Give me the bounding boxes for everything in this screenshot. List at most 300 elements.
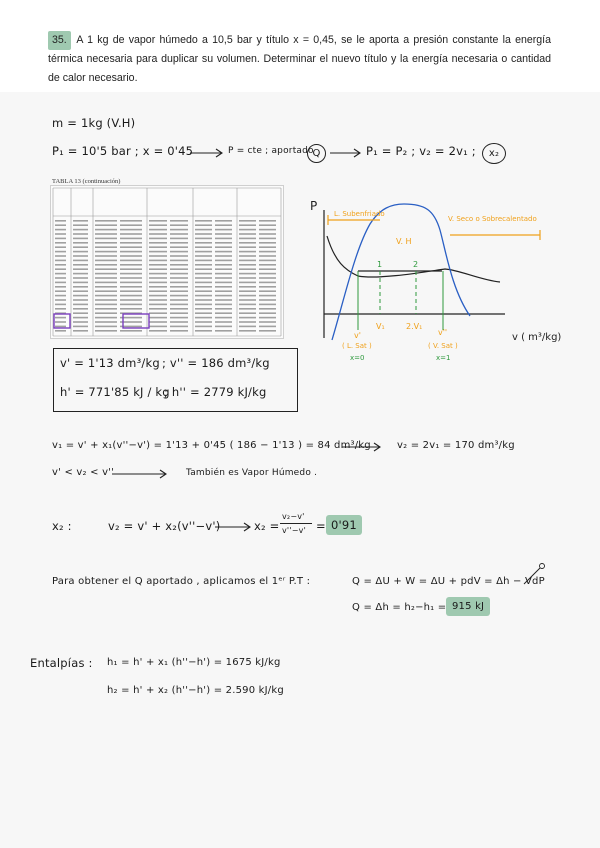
table-cell-text xyxy=(55,242,66,244)
table-cell-text xyxy=(95,260,117,262)
point2-label: 2 xyxy=(413,260,419,269)
state2-line: P₁ = P₂ ; v₂ = 2v₁ ; xyxy=(366,144,476,158)
table-cell-text xyxy=(215,282,232,284)
table-cell-text xyxy=(95,282,117,284)
table-cell-text xyxy=(120,255,142,257)
table-cell-text xyxy=(215,260,232,262)
table-cell-text xyxy=(73,273,88,275)
table-cell-text xyxy=(170,220,188,222)
table-cell-text xyxy=(73,238,88,240)
h1-calculation: h₁ = h' + x₁ (h''−h') = 1675 kJ/kg xyxy=(107,657,281,668)
table-cell-text xyxy=(239,304,256,306)
table-cell-text xyxy=(215,251,232,253)
table-cell-text xyxy=(239,312,256,314)
table-cell-text xyxy=(55,330,66,332)
table-cell-text xyxy=(95,295,117,297)
table-cell-text xyxy=(259,317,276,319)
table-cell-text xyxy=(239,317,256,319)
table-cell-text xyxy=(55,268,66,270)
table-cell-text xyxy=(259,277,276,279)
table-cell-text xyxy=(215,264,232,266)
table-cell-text xyxy=(239,286,256,288)
table-cell-text xyxy=(239,229,256,231)
x2-heading: x₂ : xyxy=(52,519,72,533)
table-cell-text xyxy=(215,229,232,231)
table-cell-text xyxy=(170,233,188,235)
table-cell-text xyxy=(149,290,167,292)
table-cell-text xyxy=(149,312,167,314)
v-prime-label: v' xyxy=(354,331,361,340)
table-cell-text xyxy=(195,326,212,328)
table-cell-text xyxy=(195,299,212,301)
table-cell-text xyxy=(195,290,212,292)
table-cell-text xyxy=(259,229,276,231)
table-cell-text xyxy=(259,330,276,332)
pv-diagram xyxy=(300,190,590,380)
table-cell-text xyxy=(259,290,276,292)
table-cell-text xyxy=(195,238,212,240)
table-cell-text xyxy=(239,299,256,301)
table-cell-text xyxy=(215,321,232,323)
v1-label: V₁ xyxy=(376,322,385,331)
table-cell-text xyxy=(55,238,66,240)
table-cell-text xyxy=(149,255,167,257)
table-cell-text xyxy=(259,295,276,297)
table-cell-text xyxy=(120,251,142,253)
table-cell-text xyxy=(95,242,117,244)
table-cell-text xyxy=(120,286,142,288)
table-cell-text xyxy=(149,229,167,231)
table-cell-text xyxy=(259,326,276,328)
table-cell-text xyxy=(195,282,212,284)
table-cell-text xyxy=(239,238,256,240)
table-cell-text xyxy=(120,242,142,244)
table-cell-text xyxy=(149,308,167,310)
table-cell-text xyxy=(95,268,117,270)
table-cell-text xyxy=(239,290,256,292)
table-cell-text xyxy=(73,286,88,288)
enthalpies-label: Entalpías : xyxy=(30,656,93,670)
table-cell-text xyxy=(239,273,256,275)
table-cell-text xyxy=(170,282,188,284)
table-cell-text xyxy=(55,273,66,275)
table-cell-text xyxy=(215,273,232,275)
table-cell-text xyxy=(170,260,188,262)
table-cell-text xyxy=(55,286,66,288)
table-cell-text xyxy=(259,273,276,275)
v-double-prime-value: ; v'' = 186 dm³/kg xyxy=(162,356,270,370)
table-cell-text xyxy=(120,273,142,275)
superheated-label: V. Seco o Sobrecalentado xyxy=(448,215,537,223)
table-cell-text xyxy=(239,277,256,279)
table-cell-text xyxy=(195,295,212,297)
table-cell-text xyxy=(259,304,276,306)
table-cell-text xyxy=(259,299,276,301)
table-cell-text xyxy=(195,308,212,310)
table-cell-text xyxy=(215,255,232,257)
table-cell-text xyxy=(95,317,117,319)
table-cell-text xyxy=(259,255,276,257)
table-cell-text xyxy=(259,220,276,222)
table-cell-text xyxy=(215,304,232,306)
table-cell-text xyxy=(95,286,117,288)
table-cell-text xyxy=(195,255,212,257)
table-cell-text xyxy=(95,330,117,332)
state1-line: P₁ = 10'5 bar ; x = 0'45 xyxy=(52,144,194,158)
table-cell-text xyxy=(149,260,167,262)
table-cell-text xyxy=(55,282,66,284)
table-cell-text xyxy=(73,330,88,332)
table-cell-text xyxy=(55,321,66,323)
table-cell-text xyxy=(239,268,256,270)
table-cell-text xyxy=(55,299,66,301)
table-cell-text xyxy=(73,308,88,310)
x1-label: x=1 xyxy=(436,354,451,362)
table-cell-text xyxy=(95,299,117,301)
table-cell-text xyxy=(195,220,212,222)
table-cell-text xyxy=(55,264,66,266)
x2-lhs: x₂ = xyxy=(254,519,280,533)
steam-table-image xyxy=(50,185,284,339)
table-cell-text xyxy=(149,326,167,328)
table-cell-text xyxy=(95,238,117,240)
table-cell-text xyxy=(259,238,276,240)
table-cell-text xyxy=(149,295,167,297)
table-cell-text xyxy=(120,229,142,231)
table-cell-text xyxy=(170,304,188,306)
table-cell-text xyxy=(95,246,117,248)
table-cell-text xyxy=(55,317,66,319)
table-cell-text xyxy=(55,251,66,253)
table-cell-text xyxy=(120,246,142,248)
table-cell-text xyxy=(215,299,232,301)
table-cell-text xyxy=(149,304,167,306)
table-cell-text xyxy=(259,286,276,288)
x0-label: x=0 xyxy=(350,354,365,362)
table-cell-text xyxy=(120,224,142,226)
table-cell-text xyxy=(195,312,212,314)
table-cell-text xyxy=(170,295,188,297)
table-cell-text xyxy=(170,299,188,301)
table-cell-text xyxy=(95,220,117,222)
table-cell-text xyxy=(215,308,232,310)
table-cell-text xyxy=(73,220,88,222)
table-cell-text xyxy=(73,312,88,314)
isotherm-curve xyxy=(327,236,500,282)
table-cell-text xyxy=(239,246,256,248)
table-cell-text xyxy=(149,224,167,226)
table-cell-text xyxy=(195,304,212,306)
table-cell-text xyxy=(239,224,256,226)
table-cell-text xyxy=(95,224,117,226)
table-cell-text xyxy=(259,308,276,310)
table-cell-text xyxy=(73,304,88,306)
table-cell-text xyxy=(73,277,88,279)
table-cell-text xyxy=(170,277,188,279)
h-double-prime-value: ; h'' = 2779 kJ/kg xyxy=(164,385,267,399)
v2-label: 2.V₁ xyxy=(406,322,423,331)
table-cell-text xyxy=(195,242,212,244)
table-cell-text xyxy=(239,295,256,297)
table-cell-text xyxy=(259,282,276,284)
table-cell-text xyxy=(149,238,167,240)
table-cell-text xyxy=(195,321,212,323)
table-cell-text xyxy=(95,312,117,314)
table-cell-text xyxy=(215,326,232,328)
table-cell-text xyxy=(73,255,88,257)
table-cell-text xyxy=(170,238,188,240)
table-cell-text xyxy=(55,229,66,231)
table-cell-text xyxy=(170,321,188,323)
table-cell-text xyxy=(239,260,256,262)
table-cell-text xyxy=(170,326,188,328)
table-cell-text xyxy=(170,273,188,275)
table-cell-text xyxy=(239,330,256,332)
table-cell-text xyxy=(73,233,88,235)
table-cell-text xyxy=(55,220,66,222)
table-cell-text xyxy=(55,224,66,226)
table-cell-text xyxy=(55,277,66,279)
table-cell-text xyxy=(73,290,88,292)
table-cell-text xyxy=(195,317,212,319)
table-cell-text xyxy=(215,330,232,332)
table-cell-text xyxy=(259,224,276,226)
table-cell-text xyxy=(120,233,142,235)
table-cell-text xyxy=(215,277,232,279)
vdp-strike xyxy=(520,560,550,590)
table-cell-text xyxy=(170,229,188,231)
table-cell-text xyxy=(195,264,212,266)
table-cell-text xyxy=(215,242,232,244)
table-cell-text xyxy=(170,246,188,248)
table-cell-text xyxy=(215,233,232,235)
table-cell-text xyxy=(149,282,167,284)
table-cell-text xyxy=(95,277,117,279)
table-cell-text xyxy=(170,224,188,226)
table-cell-text xyxy=(195,330,212,332)
table-cell-text xyxy=(195,260,212,262)
table-cell-text xyxy=(170,286,188,288)
table-cell-text xyxy=(120,308,142,310)
v-axis-label: v ( m³/kg) xyxy=(512,332,562,343)
table-cell-text xyxy=(259,264,276,266)
q-result: 915 kJ xyxy=(446,597,490,616)
table-cell-text xyxy=(170,255,188,257)
table-cell-text xyxy=(239,282,256,284)
table-cell-text xyxy=(215,312,232,314)
table-cell-text xyxy=(149,220,167,222)
table-cell-text xyxy=(73,264,88,266)
wet-vapor-note: También es Vapor Húmedo . xyxy=(186,468,318,478)
table-cell-text xyxy=(170,251,188,253)
table-cell-text xyxy=(259,268,276,270)
table-cell-text xyxy=(95,233,117,235)
table-cell-text xyxy=(195,246,212,248)
table-cell-text xyxy=(170,312,188,314)
table-cell-text xyxy=(120,277,142,279)
v-double-prime-label: v'' xyxy=(438,328,448,337)
table-cell-text xyxy=(55,308,66,310)
table-cell-text xyxy=(149,299,167,301)
table-cell-text xyxy=(215,268,232,270)
table-cell-text xyxy=(120,290,142,292)
table-cell-text xyxy=(195,229,212,231)
sat-vapor-label: ( V. Sat ) xyxy=(428,342,458,350)
x2-fraction-numerator: v₂−v' xyxy=(282,512,305,521)
table-cell-text xyxy=(55,326,66,328)
table-cell-text xyxy=(149,277,167,279)
table-cell-text xyxy=(95,326,117,328)
table-cell-text xyxy=(73,260,88,262)
v2-calculation: v₂ = 2v₁ = 170 dm³/kg xyxy=(397,440,515,451)
table-cell-text xyxy=(120,282,142,284)
table-cell-text xyxy=(73,326,88,328)
table-cell-text xyxy=(149,321,167,323)
table-cell-text xyxy=(95,255,117,257)
table-cell-text xyxy=(55,260,66,262)
table-cell-text xyxy=(239,308,256,310)
table-cell-text xyxy=(215,295,232,297)
table-cell-text xyxy=(239,220,256,222)
table-cell-text xyxy=(120,295,142,297)
mass-line: m = 1kg (V.H) xyxy=(52,116,136,130)
table-cell-text xyxy=(73,246,88,248)
table-cell-text xyxy=(259,233,276,235)
table-cell-text xyxy=(170,242,188,244)
process-label: P = cte ; aportado xyxy=(228,146,314,156)
table-cell-text xyxy=(73,295,88,297)
steam-table-grid xyxy=(51,186,283,338)
table-cell-text xyxy=(95,229,117,231)
table-cell-text xyxy=(120,238,142,240)
table-cell-text xyxy=(149,251,167,253)
table-cell-text xyxy=(120,330,142,332)
table-cell-text xyxy=(239,242,256,244)
subcooled-label: L. Subenfriado xyxy=(334,210,385,218)
saturation-dome xyxy=(332,204,470,340)
h-prime-value: h' = 771'85 kJ / kg xyxy=(60,385,170,399)
table-cell-text xyxy=(55,255,66,257)
x2-result: 0'91 xyxy=(326,515,362,535)
table-cell-text xyxy=(55,246,66,248)
table-cell-text xyxy=(195,233,212,235)
table-cell-text xyxy=(95,273,117,275)
table-cell-text xyxy=(215,224,232,226)
table-cell-text xyxy=(215,317,232,319)
table-cell-text xyxy=(55,304,66,306)
table-cell-text xyxy=(215,238,232,240)
problem-number: 35. xyxy=(48,31,71,50)
table-cell-text xyxy=(259,321,276,323)
q-equation-1: Q = ΔU + W = ΔU + pdV = Δh − VdP xyxy=(352,576,545,587)
table-cell-text xyxy=(120,304,142,306)
wet-vapor-label: V. H xyxy=(396,237,412,246)
x2-equation: v₂ = v' + x₂(v''−v') xyxy=(108,519,221,533)
x2-circle: x₂ xyxy=(482,143,506,164)
table-cell-text xyxy=(73,317,88,319)
table-cell-text xyxy=(215,220,232,222)
h2-calculation: h₂ = h' + x₂ (h''−h') = 2.590 kJ/kg xyxy=(107,685,284,696)
table-cell-text xyxy=(170,290,188,292)
table-cell-text xyxy=(73,268,88,270)
table-cell-text xyxy=(120,260,142,262)
volume-inequality: v' < v₂ < v'' xyxy=(52,467,115,478)
table-cell-text xyxy=(239,255,256,257)
q-sentence: Para obtener el Q aportado , aplicamos el 1ᵉʳ P.T : xyxy=(52,576,311,587)
table-cell-text xyxy=(73,299,88,301)
table-cell-text xyxy=(149,242,167,244)
table-cell-text xyxy=(259,246,276,248)
table-cell-text xyxy=(149,233,167,235)
table-caption: TABLA 13 (continuación) xyxy=(52,178,121,185)
table-cell-text xyxy=(170,317,188,319)
table-cell-text xyxy=(259,242,276,244)
table-cell-text xyxy=(149,264,167,266)
table-cell-text xyxy=(149,273,167,275)
v1-calculation: v₁ = v' + x₁(v''−v') = 1'13 + 0'45 ( 186 − 1'13 ) = 84 dm³/kg xyxy=(52,440,371,451)
table-cell-text xyxy=(195,251,212,253)
table-cell-text xyxy=(120,299,142,301)
p-axis-label: P xyxy=(310,199,318,213)
table-cell-text xyxy=(95,290,117,292)
table-cell-text xyxy=(149,330,167,332)
table-cell-text xyxy=(55,295,66,297)
table-cell-text xyxy=(239,326,256,328)
table-cell-text xyxy=(170,264,188,266)
v-prime-value: v' = 1'13 dm³/kg xyxy=(60,356,160,370)
table-cell-text xyxy=(259,260,276,262)
table-cell-text xyxy=(73,282,88,284)
x2-equals: = xyxy=(316,519,326,533)
table-cell-text xyxy=(239,264,256,266)
table-cell-text xyxy=(215,290,232,292)
table-cell-text xyxy=(170,268,188,270)
table-cell-text xyxy=(239,251,256,253)
table-cell-text xyxy=(195,277,212,279)
table-cell-text xyxy=(259,312,276,314)
table-cell-text xyxy=(73,242,88,244)
table-cell-text xyxy=(195,268,212,270)
table-cell-text xyxy=(95,308,117,310)
table-cell-text xyxy=(259,251,276,253)
table-cell-text xyxy=(195,286,212,288)
fraction-bar xyxy=(280,523,312,524)
table-cell-text xyxy=(239,233,256,235)
table-cell-text xyxy=(120,268,142,270)
table-cell-text xyxy=(95,321,117,323)
table-cell-text xyxy=(95,304,117,306)
q-equation-2: Q = Δh = h₂−h₁ = xyxy=(352,602,447,613)
table-cell-text xyxy=(149,268,167,270)
table-cell-text xyxy=(170,330,188,332)
table-cell-text xyxy=(195,224,212,226)
table-cell-text xyxy=(73,251,88,253)
table-cell-text xyxy=(73,321,88,323)
table-cell-text xyxy=(73,229,88,231)
sat-liquid-label: ( L. Sat ) xyxy=(342,342,372,350)
table-cell-text xyxy=(55,290,66,292)
table-cell-text xyxy=(195,273,212,275)
q-circle: Q xyxy=(307,144,326,163)
table-cell-text xyxy=(215,286,232,288)
table-cell-text xyxy=(239,321,256,323)
table-cell-text xyxy=(73,224,88,226)
x2-fraction-denominator: v''−v' xyxy=(282,526,306,535)
table-cell-text xyxy=(95,264,117,266)
table-cell-text xyxy=(55,233,66,235)
table-cell-text xyxy=(149,317,167,319)
table-cell-text xyxy=(95,251,117,253)
